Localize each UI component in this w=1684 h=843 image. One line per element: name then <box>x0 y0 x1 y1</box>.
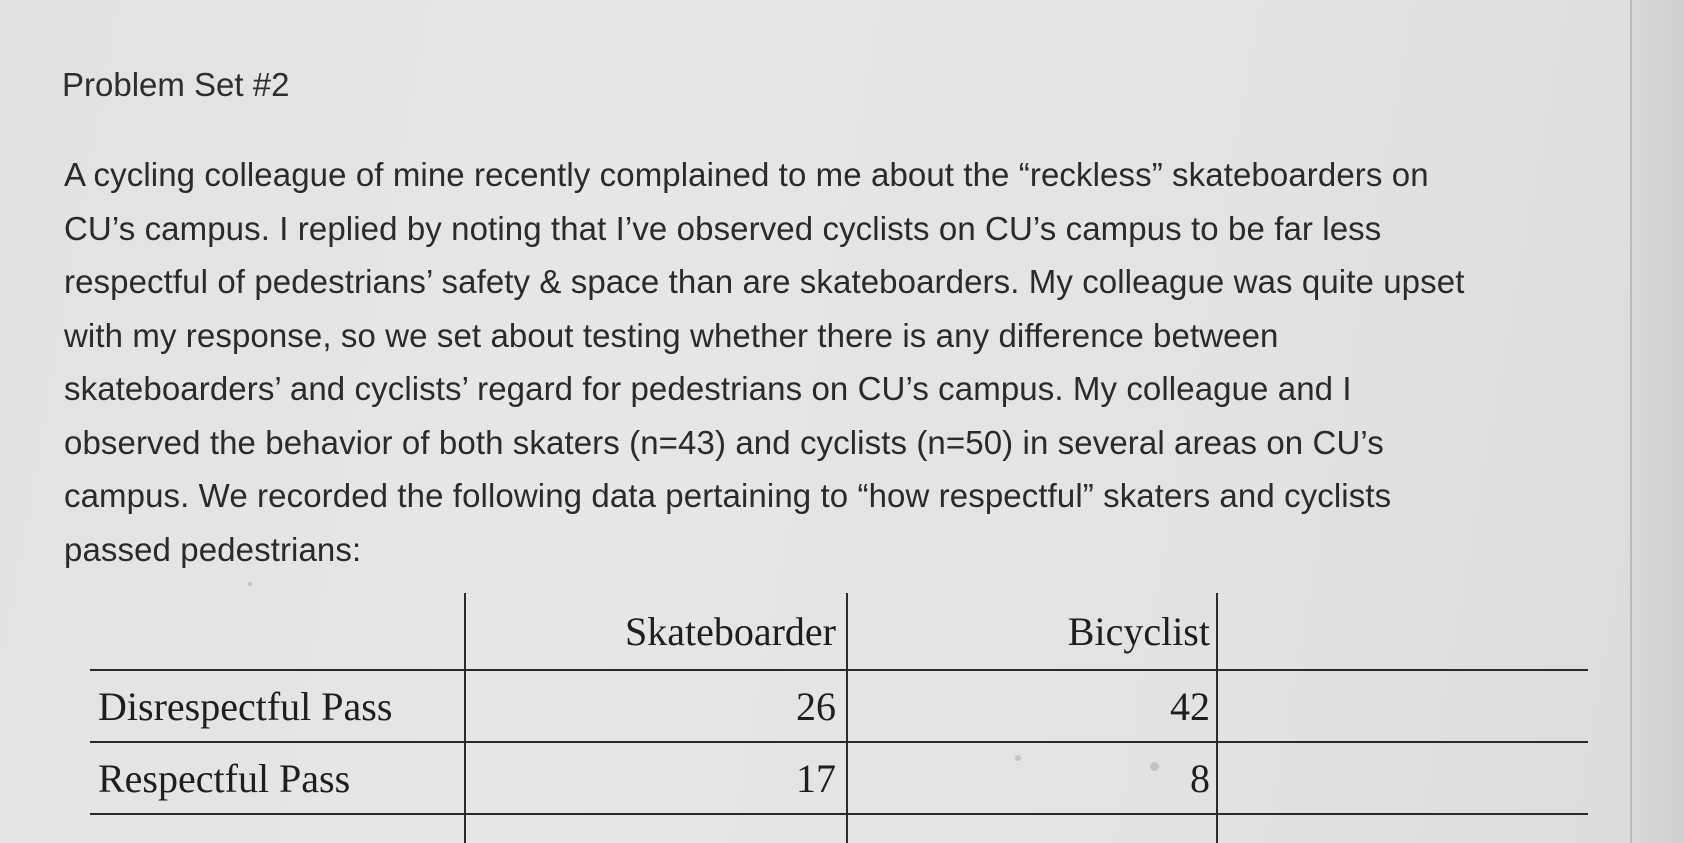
paragraph-line: campus. We recorded the following data pertaining to “how respectful” skaters and cyclists <box>64 477 1392 514</box>
paragraph-line: with my response, so we set about testing whether there is any difference between <box>64 316 1279 354</box>
table-row <box>90 742 1588 814</box>
bicyclist-value: 42 <box>847 670 1217 742</box>
paper-speck <box>248 582 252 586</box>
skateboarder-value: 26 <box>465 670 847 742</box>
empty-cell <box>847 814 1217 843</box>
table-row <box>90 670 1588 742</box>
skateboarder-value: 17 <box>465 742 847 814</box>
table-header-bicyclist: Bicyclist <box>847 593 1217 670</box>
table-header-corner <box>90 593 465 670</box>
problem-set-title: Problem Set #2 <box>62 66 290 103</box>
paper-speck <box>1015 755 1021 761</box>
empty-cell <box>1217 670 1588 742</box>
paragraph-line: A cycling colleague of mine recently complained to me about the “reckless” skateboarders on <box>64 156 1429 193</box>
table-header-empty <box>1217 593 1588 670</box>
table-header-skateboarder: Skateboarder <box>465 593 847 670</box>
row-label: Respectful Pass <box>90 742 465 814</box>
observation-table <box>90 593 1588 843</box>
empty-cell <box>1217 814 1588 843</box>
table-row-partial <box>90 814 1588 843</box>
empty-cell <box>90 814 465 843</box>
empty-cell <box>465 814 847 843</box>
empty-cell <box>1217 742 1588 814</box>
paragraph-line: CU’s campus. I replied by noting that I’ve observed cyclists on CU’s campus to be far less <box>64 209 1382 247</box>
paper-speck <box>1150 762 1159 771</box>
paragraph-line: respectful of pedestrians’ safety & space than are skateboarders. My colleague was quite upset <box>64 263 1465 300</box>
paragraph-line: skateboarders’ and cyclists’ regard for pedestrians on CU’s campus. My colleague and I <box>64 370 1352 407</box>
bicyclist-value: 8 <box>847 742 1217 814</box>
background-edge <box>1632 0 1684 843</box>
problem-description <box>64 148 1584 576</box>
table-header-row <box>90 593 1588 670</box>
row-label: Disrespectful Pass <box>90 670 465 742</box>
paragraph-line: passed pedestrians: <box>64 530 362 568</box>
paragraph-line: observed the behavior of both skaters (n=43) and cyclists (n=50) in several areas on CU’s <box>64 423 1384 461</box>
